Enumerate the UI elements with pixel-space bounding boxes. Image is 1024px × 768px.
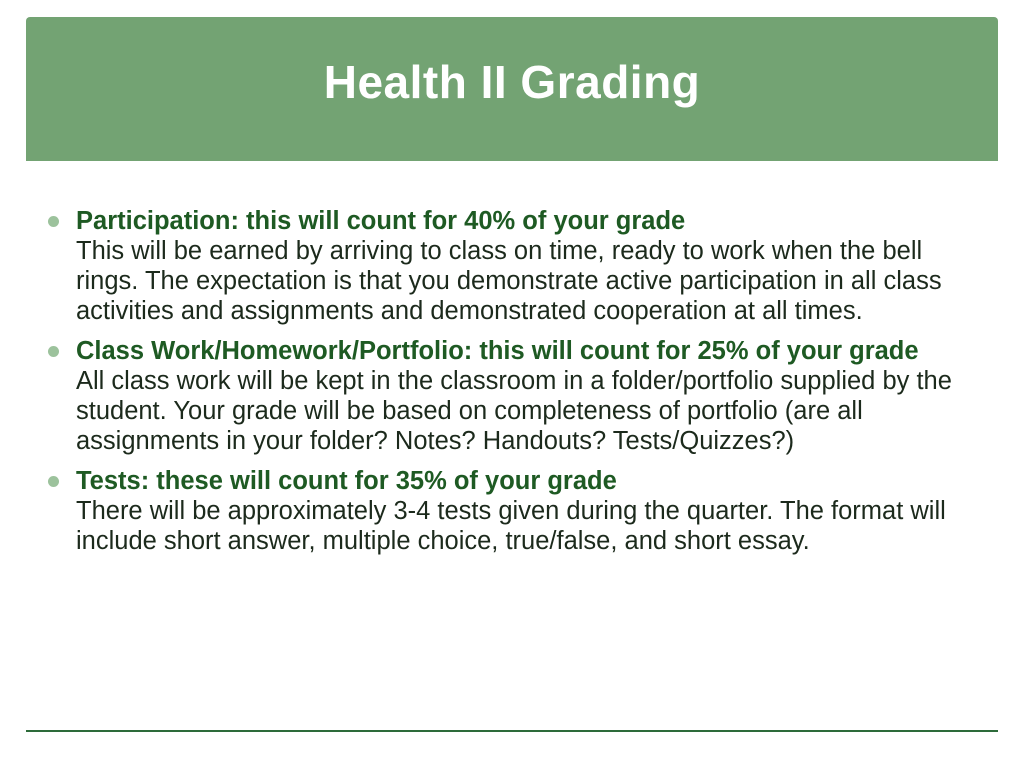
- bullet-body: This will be earned by arriving to class on time, ready to work when the bell rings. The expectation is that you demonstrate active participation in all class activities and assignments and demonstrated cooperation at all times.: [76, 237, 942, 325]
- bullet-heading: Class Work/Homework/Portfolio: this will count for 25% of your grade: [76, 337, 919, 365]
- slide-title: Health II Grading: [323, 56, 701, 108]
- bullet-item-tests: [46, 466, 966, 556]
- bullet-dot-icon: [48, 216, 59, 227]
- title-banner: [26, 17, 998, 161]
- bullet-heading: Participation: this will count for 40% of your grade: [76, 207, 686, 235]
- bullet-body: All class work will be kept in the classroom in a folder/portfolio supplied by the student. Your grade will be based on completeness of portfolio (are all assignments in your folder? Notes? Handouts? Tests/Quizzes?): [76, 367, 952, 455]
- bullet-list: [46, 206, 966, 566]
- bullet-dot-icon: [48, 346, 59, 357]
- bullet-body: There will be approximately 3-4 tests given during the quarter. The format will include short answer, multiple choice, true/false, and short essay.: [76, 497, 946, 555]
- bullet-item-participation: [46, 206, 966, 326]
- bullet-heading: Tests: these will count for 35% of your grade: [76, 467, 617, 495]
- footer-divider: [26, 730, 998, 732]
- bullet-item-classwork: [46, 336, 966, 456]
- bullet-dot-icon: [48, 476, 59, 487]
